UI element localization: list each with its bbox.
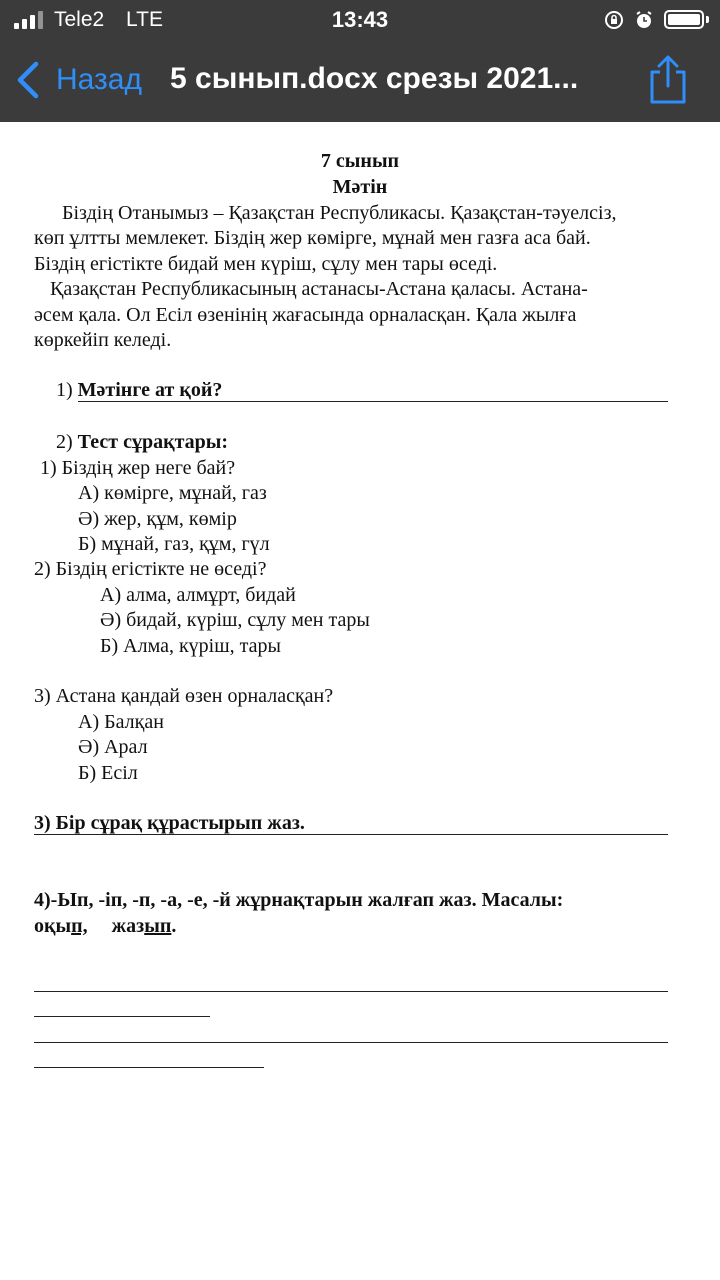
orientation-lock-icon xyxy=(604,10,624,30)
battery-tip xyxy=(706,16,709,23)
example-word-1-suffix: п, xyxy=(71,915,88,937)
question-2-option-b: Б) Алма, күріш, тары xyxy=(100,635,281,657)
grade-heading: 7 сынып xyxy=(320,150,400,172)
answer-line xyxy=(34,834,668,835)
question-2: 2) Біздің егістікте не өседі? xyxy=(34,558,267,580)
example-word-1-stem: оқы xyxy=(34,915,72,937)
example-word-2-suffix: ып xyxy=(144,915,172,937)
example-word-2-stem: жаз xyxy=(111,915,145,937)
task-2-label: Тест сұрақтары: xyxy=(77,431,229,453)
paragraph-2-line-2: әсем қала. Ол Есіл өзенінің жағасында орналасқан. Қала жылға xyxy=(34,304,577,326)
chevron-left-icon xyxy=(14,60,40,100)
clock: 13:43 xyxy=(331,7,389,32)
answer-line xyxy=(34,1042,668,1043)
task-3: 3) Бір сұрақ құрастырып жаз. xyxy=(34,812,305,834)
status-bar xyxy=(0,0,720,40)
question-3-option-b: Б) Есіл xyxy=(78,762,138,784)
navigation-bar xyxy=(0,40,720,122)
question-3: 3) Астана қандай өзен орналасқан? xyxy=(34,685,334,707)
task-1 xyxy=(56,378,222,402)
question-3-option-a: А) Балқан xyxy=(78,711,164,733)
back-label: Назад xyxy=(56,63,142,96)
answer-line xyxy=(78,401,668,402)
task-2-number: 2) xyxy=(56,431,73,453)
question-3-option-ae: Ә) Арал xyxy=(78,736,148,758)
paragraph-1-line-2: көп ұлтты мемлекет. Біздің жер көмірге, мұнай мен газға аса бай. xyxy=(34,227,591,249)
answer-line xyxy=(34,1067,264,1068)
example-end: . xyxy=(171,915,177,937)
back-button[interactable] xyxy=(14,60,142,100)
question-2-option-ae: Ә) бидай, күріш, сұлу мен тары xyxy=(100,609,370,631)
task-2 xyxy=(56,430,228,454)
alarm-icon xyxy=(634,10,654,30)
task-4-example xyxy=(34,914,176,938)
document-viewer[interactable] xyxy=(0,122,720,1280)
paragraph-2-line-3: көркейіп келеді. xyxy=(34,329,172,351)
task-1-label: Мәтінге ат қой? xyxy=(77,379,223,401)
share-icon[interactable] xyxy=(646,54,690,106)
carrier-name: Tele2 xyxy=(54,8,105,31)
question-1-option-a: А) көмірге, мұнай, газ xyxy=(78,482,267,504)
answer-line xyxy=(34,1016,210,1017)
question-1: 1) Біздің жер неге бай? xyxy=(40,457,236,479)
question-1-option-b: Б) мұнай, газ, құм, гүл xyxy=(78,533,270,555)
document-title: 5 сынып.docx срезы 2021... xyxy=(170,62,579,95)
battery-icon xyxy=(664,10,704,29)
question-1-option-ae: Ә) жер, құм, көмір xyxy=(78,508,237,530)
text-heading: Мәтін xyxy=(332,176,388,198)
network-type: LTE xyxy=(126,8,163,31)
question-2-option-a: А) алма, алмұрт, бидай xyxy=(100,584,296,606)
task-1-number: 1) xyxy=(56,379,73,401)
paragraph-1-line-3: Біздің егістікте бидай мен күріш, сұлу мен тары өседі. xyxy=(34,253,498,275)
task-4: 4)-Ып, -іп, -п, -а, -е, -й жұрнақтарын жалғап жаз. Масалы: xyxy=(34,889,564,911)
paragraph-2-line-1: Қазақстан Республикасының астанасы-Астана қаласы. Астана- xyxy=(50,278,588,300)
paragraph-1-line-1: Біздің Отанымыз – Қазақстан Республикасы. Қазақстан-тәуелсіз, xyxy=(62,202,617,224)
answer-line xyxy=(34,991,668,992)
